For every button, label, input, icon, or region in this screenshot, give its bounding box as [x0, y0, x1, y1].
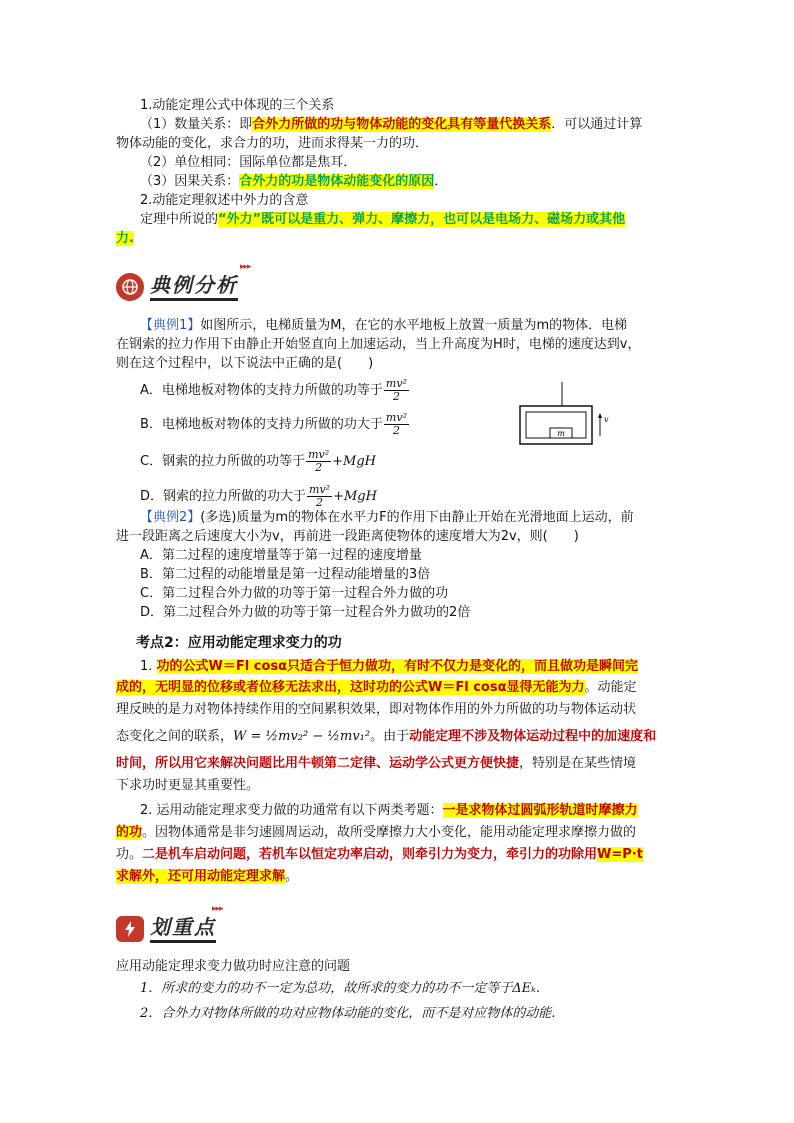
p2-highlight-b: 的功: [116, 825, 143, 840]
mass-label: m: [557, 429, 565, 438]
p2-l3-red: 二是机车启动问题，若机车以恒定功率启动，则牵引力为变力，牵引力的功除用: [142, 847, 598, 862]
sec1-def-highlight: “外力”既可以是重力、弹力、摩擦力，也可以是电场力、磁场力或其他: [218, 212, 626, 227]
ex1-d-plus: +MgH: [333, 489, 377, 504]
p2-line1: [140, 801, 638, 820]
note-item-1: 1．所求的变力的功不一定为总功，故所求的变力的功不一定等于ΔEₖ.: [140, 981, 541, 996]
sec1-q1-highlight: 合外力所做的功与物体动能的变化具有等量代换关系: [252, 117, 552, 132]
elevator-inner: [526, 412, 586, 438]
ex1-d-text: D．钢索的拉力所做的功大于: [140, 489, 307, 504]
ex1-a-text: A．电梯地板对物体的支持力所做的功等于: [140, 383, 383, 398]
ex2-line2: 进一段距离之后速度大小为v，再前进一段距离使物体的速度增大为2v，则( ): [116, 529, 579, 544]
sec1-q3-post: ．: [434, 174, 448, 189]
p1-line5: [116, 754, 636, 773]
ex1-a-frac: [384, 378, 409, 403]
note-title: 应用动能定理求变力做功时应注意的问题: [116, 959, 351, 974]
ex1-text1: 如图所示，电梯质量为M，在它的水平地板上放置一质量为m的物体．电梯: [200, 318, 628, 333]
p2-highlight-a: 一是求物体过圆弧形轨道时摩擦力: [442, 803, 638, 818]
kaodian-title: 考点2：应用动能定理求变力的功: [136, 635, 342, 651]
p2-l3-pre: 功。: [116, 847, 143, 862]
ex1-b-frac: [384, 412, 409, 437]
ex1-line2: 在钢索的拉力作用下由静止开始竖直向上加速运动，当上升高度为H时，电梯的速度达到v，: [116, 337, 641, 352]
sec1-q3-highlight: 合外力的功是物体动能变化的原因: [239, 174, 435, 189]
section-head-example: [116, 270, 238, 304]
p1-line1: 1. 功的公式W＝Fl cosα只适合于恒力做功，有时不仅力是变化的，而且做功是瞬间完: [140, 659, 639, 674]
p1-l4-red: 动能定理不涉及物体运动过程中的加速度和: [409, 729, 657, 744]
ex1-tag: 【典例1】: [140, 318, 201, 333]
elevator-figure: [512, 382, 622, 448]
ex1-option-d: [140, 484, 377, 509]
p2-l4-post: 。: [285, 869, 299, 884]
sec1-title: 1.动能定理公式中体现的三个关系: [140, 98, 335, 113]
sec1-def: [140, 210, 625, 229]
p2-l4-highlight: 求解外，还可用动能定理求解: [116, 869, 286, 884]
section-head-keypoints: [116, 912, 216, 946]
p1-l4-pre: 态变化之间的联系，: [116, 729, 234, 744]
ex1-option-b: [140, 412, 410, 437]
p2-l2-post: 。因物体通常是非匀速圆周运动，故所受摩擦力大小变化，能用动能定理求摩擦力做的: [142, 825, 637, 840]
head2-arrows: ▸▸▸: [212, 904, 223, 914]
frac-num: mv²: [309, 483, 331, 496]
sec1-q1-post: ．可以通过计算: [551, 117, 643, 132]
p1-post-b: 。动能定: [584, 680, 637, 695]
ex2-option-b: B．第二过程的动能增量是第一过程动能增量的3倍: [140, 567, 431, 582]
p2-l3-highlight: W=P·t: [597, 847, 643, 862]
frac-den: 2: [392, 390, 400, 403]
ex1-line3: 则在这个过程中，以下说法中正确的是( ): [116, 356, 374, 371]
p1-l5-red: 时间，所以用它来解决问题比用牛顿第二定律、运动学公式更方便快捷: [116, 756, 520, 771]
p1-equation: W = ½mv₂² − ½mv₁²: [233, 729, 371, 744]
globe-icon: [116, 273, 144, 301]
ex1-c-text: C．钢索的拉力所做的功等于: [140, 454, 306, 469]
velocity-label: v: [604, 415, 609, 424]
ex1-option-c: [140, 449, 376, 474]
ex2-option-a: A．第二过程的速度增量等于第一过程的速度增量: [140, 548, 422, 563]
sec1-title2: 2.动能定理叙述中外力的含意: [140, 193, 309, 208]
p1-line6: 下求功时更显其重要性。: [116, 778, 260, 793]
frac-den: 2: [392, 424, 400, 437]
head2-title: 划重点: [150, 915, 216, 943]
sec1-q2: （2）单位相同：国际单位都是焦耳．: [140, 155, 357, 170]
sec1-def-pre: 定理中所说的: [140, 212, 219, 227]
sec1-q3: [140, 172, 447, 191]
ex2-tag: 【典例2】: [140, 510, 201, 525]
head1-arrows: ▸▸▸: [240, 262, 251, 272]
frac-den: 2: [316, 496, 324, 509]
head1-title: 典例分析: [150, 273, 238, 301]
ex1-line1: [140, 316, 627, 335]
p2-line4: [116, 867, 298, 886]
note-item-2: 2．合外力对物体所做的功对应物体动能的变化，而不是对应物体的动能.: [140, 1006, 556, 1021]
ex1-d-frac: [307, 484, 332, 509]
sec1-q1: [140, 115, 642, 134]
p1-highlight-b: 成的，无明显的位移或者位移无法求出，这时功的公式W＝Fl cosα显得无能为力: [116, 680, 585, 695]
p1-l5-post: ，特别是在某些情境: [519, 756, 637, 771]
frac-den: 2: [315, 461, 323, 474]
ex1-c-frac: [306, 449, 331, 474]
ex2-text1: (多选)质量为m的物体在水平力F的作用下由静止开始在光滑地面上运动，前: [200, 510, 634, 525]
sec1-def-cont: [116, 229, 134, 248]
p1-line4: [116, 727, 656, 746]
sec1-q1-pre: （1）数量关系：即: [140, 117, 253, 132]
p1-highlight-a: 功的公式W＝Fl cosα只适合于恒力做功，有时不仅力是变化的，而且做功是瞬间完: [156, 659, 639, 674]
p2-pre: 2. 运用动能定理求变力做的功通常有以下两类考题：: [140, 803, 443, 818]
frac-num: mv²: [308, 448, 330, 461]
ex1-c-plus: +MgH: [332, 454, 377, 469]
lightning-icon: [116, 916, 144, 942]
ex1-option-a: [140, 378, 410, 403]
ex2-option-d: D．第二过程合外力做的功等于第一过程合外力做功的2倍: [140, 605, 471, 620]
p1-line2: [116, 678, 637, 697]
p1-l4-post: 。由于: [370, 729, 410, 744]
p2-line3: [116, 845, 643, 864]
sec1-def-highlight2: 力.: [116, 231, 134, 246]
ex2-line1: [140, 508, 634, 527]
sec1-q3-pre: （3）因果关系：: [140, 174, 240, 189]
ex2-option-c: C．第二过程合外力做的功等于第一过程合外力做的功: [140, 586, 449, 601]
velocity-arrowhead: [598, 413, 602, 418]
p1-line3: 理反映的是力对物体持续作用的空间累积效果，即对物体作用的外力所做的功与物体运动状: [116, 702, 637, 717]
ex1-b-text: B．电梯地板对物体的支持力所做的功大于: [140, 417, 383, 432]
p2-line2: [116, 823, 636, 842]
frac-num: mv²: [385, 377, 407, 390]
frac-num: mv²: [385, 411, 407, 424]
sec1-q1-cont: 物体动能的变化，求合力的功，进而求得某一力的功．: [116, 136, 429, 151]
